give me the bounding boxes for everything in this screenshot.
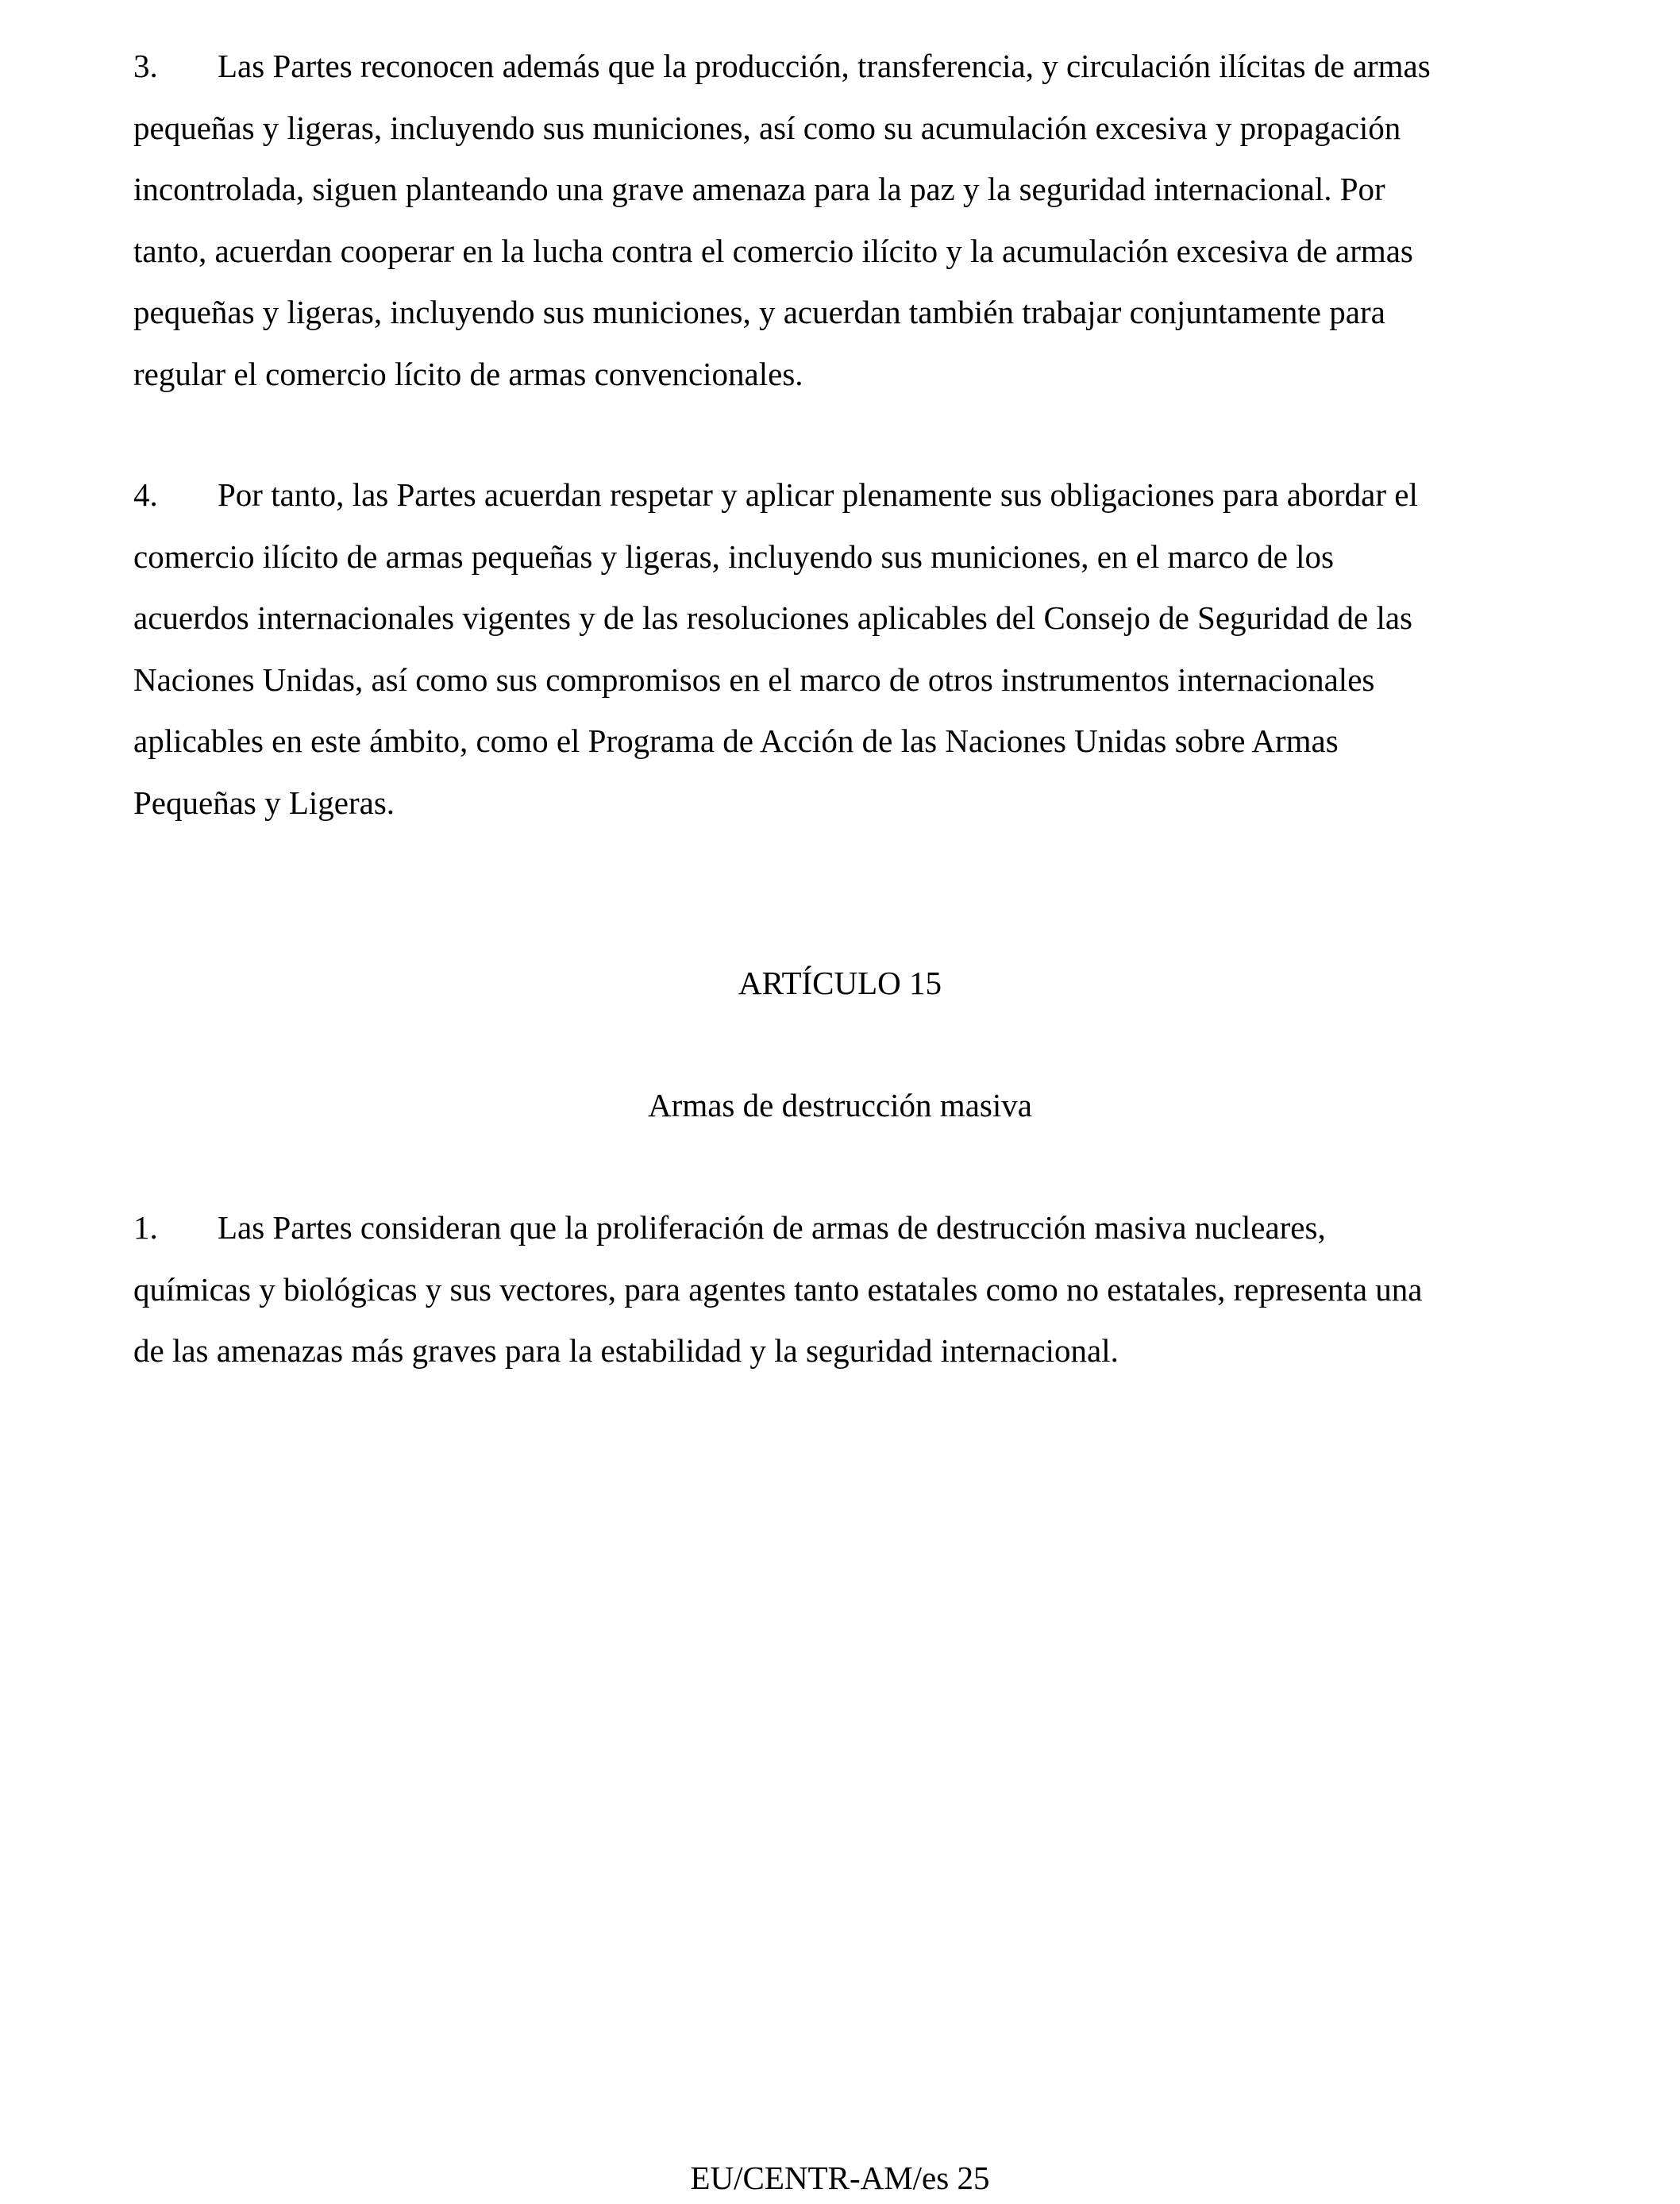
article-heading: ARTÍCULO 15 <box>738 965 942 1001</box>
paragraph-4-line: Naciones Unidas, así como sus compromisos en el marco de otros instrumentos internacionales <box>133 661 1375 698</box>
paragraph-3 <box>133 36 1547 405</box>
paragraph-3-line: 3. Las Partes reconocen además que la producción, transferencia, y circulación ilícitas de armas <box>133 36 1547 98</box>
paragraph-3-line: pequeñas y ligeras, incluyendo sus municiones, así como su acumulación excesiva y propagación <box>133 109 1401 146</box>
paragraph-4-line: comercio ilícito de armas pequeñas y ligeras, incluyendo sus municiones, en el marco de los <box>133 538 1334 575</box>
paragraph-4-line: 4. Por tanto, las Partes acuerdan respetar y aplicar plenamente sus obligaciones para abordar el <box>133 464 1547 526</box>
article-paragraph-line: de las amenazas más graves para la estabilidad y la seguridad internacional. <box>133 1332 1119 1369</box>
paragraph-3-line: tanto, acuerdan cooperar en la lucha contra el comercio ilícito y la acumulación excesiva de armas <box>133 232 1413 269</box>
paragraph-4 <box>133 464 1547 834</box>
paragraph-number: 4. <box>133 476 158 513</box>
article-15-paragraph-1 <box>133 1197 1547 1382</box>
paragraph-4-line: acuerdos internacionales vigentes y de las resoluciones aplicables del Consejo de Seguridad de las <box>133 599 1413 636</box>
paragraph-3-line: pequeñas y ligeras, incluyendo sus municiones, y acuerdan también trabajar conjuntamente para <box>133 294 1385 330</box>
paragraph-3-line: regular el comercio lícito de armas convencionales. <box>133 355 803 392</box>
paragraph-4-line: Pequeñas y Ligeras. <box>133 784 395 821</box>
article-paragraph-line: químicas y biológicas y sus vectores, para agentes tanto estatales como no estatales, representa una <box>133 1270 1423 1308</box>
article-title: Armas de destrucción masiva <box>648 1087 1032 1123</box>
paragraph-3-line: incontrolada, siguen planteando una grave amenaza para la paz y la seguridad internacional. Por <box>133 171 1385 207</box>
paragraph-number: 1. <box>133 1209 158 1246</box>
article-paragraph-line: 1. Las Partes consideran que la proliferación de armas de destrucción masiva nucleares, <box>133 1197 1547 1259</box>
paragraph-number: 3. <box>133 48 158 84</box>
page-footer: EU/CENTR-AM/es 25 <box>690 2160 990 2196</box>
paragraph-4-line: aplicables en este ámbito, como el Programa de Acción de las Naciones Unidas sobre Armas <box>133 722 1339 759</box>
